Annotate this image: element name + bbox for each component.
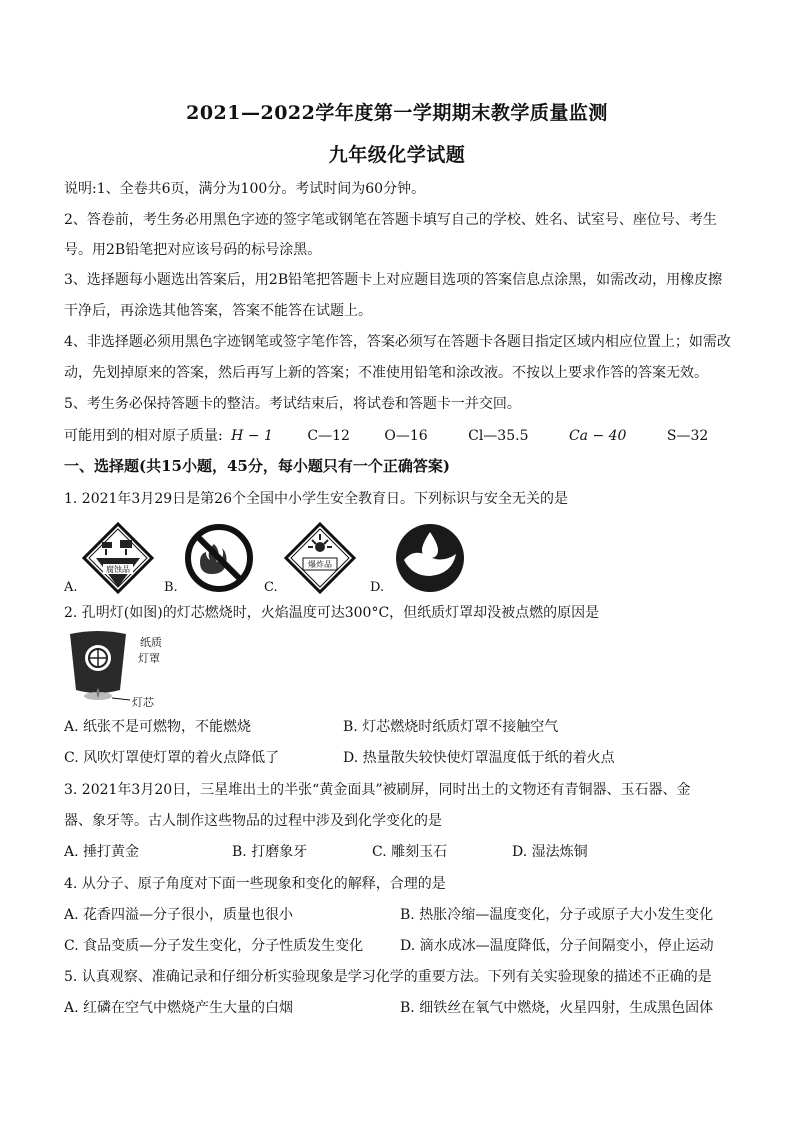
atomic-mass-item: O—16 [384,428,428,444]
water-saving-sign-icon [394,522,466,594]
q3-option: D. 湿法炼铜 [512,844,588,860]
q2-option: D. 热量散失较快使灯罩温度低于纸的着火点 [343,750,615,766]
sign-c-text: 爆炸品 [308,560,332,569]
q4-option: A. 花香四溢—分子很小，质量也很小 [64,907,294,923]
question-3-stem-cont: 器、象牙等。古人制作这些物品的过程中涉及到化学变化的是 [64,813,442,829]
q4-option: C. 食品变质—分子发生变化，分子性质发生变化 [64,938,364,954]
fig-label: 灯罩 [138,652,160,665]
question-1-stem: 1. 2021年3月29日是第26个全国中小学生安全教育日。下列标识与安全无关的是 [64,491,568,507]
q1-option-label: B. [164,580,178,595]
exam-subtitle: 九年级化学试题 [328,144,466,166]
instruction-line: 说明:1、全卷共6页，满分为100分。考试时间为60分钟。 [64,181,426,197]
q1-sign-row [64,522,514,594]
corrosive-sign-icon [82,522,154,594]
atomic-mass-item: C—12 [307,428,350,444]
instruction-line: 3、选择题每小题选出答案后，用2B铅笔把答题卡上对应题目选项的答案信息点涂黑，如需改动，用橡皮擦 [64,272,723,288]
no-fire-sign-icon [184,522,254,594]
instruction-line: 号。用2B铅笔把对应该号码的标号涂黑。 [64,242,322,258]
atomic-mass-item: S—32 [666,428,709,444]
q3-option: C. 雕刻玉石 [372,844,448,860]
instruction-line: 5、考生务必保持答题卡的整洁。考试结束后，将试卷和答题卡一并交回。 [64,396,521,412]
sky-lantern-figure [64,628,184,708]
q3-option: B. 打磨象牙 [232,844,308,860]
atomic-mass-item: Ca − 40 [568,428,627,444]
instruction-line: 干净后，再涂选其他答案，答案不能答在试题上。 [64,303,372,319]
q2-option: A. 纸张不是可燃物，不能燃烧 [64,719,252,735]
q4-option: B. 热胀冷缩—温度变化，分子或原子大小发生变化 [400,907,714,923]
explosive-sign-icon [284,522,356,594]
q4-option: D. 滴水成冰—温度降低，分子间隔变小，停止运动 [400,938,714,954]
exam-title: 2021—2022学年度第一学期期末教学质量监测 [186,102,608,124]
atomic-masses [64,427,708,445]
atomic-mass-item: H − 1 [231,428,273,444]
instruction-line: 4、非选择题必须用黑色字迹钢笔或签字笔作答，答案必须写在答题卡各题目指定区域内相应位置上；如需改 [64,334,731,350]
fig-label: 纸质 [140,636,162,649]
q5-option: B. 细铁丝在氧气中燃烧，火星四射，生成黑色固体 [400,1000,714,1016]
atomic-mass-item: Cl—35.5 [468,428,529,444]
q1-option-label: A. [64,580,78,595]
section-heading: 一、选择题(共15小题，45分，每小题只有一个正确答案) [64,457,450,475]
question-2-stem: 2. 孔明灯(如图)的灯芯燃烧时，火焰温度可达300°C，但纸质灯罩却没被点燃的原因是 [64,605,600,621]
question-3-stem: 3. 2021年3月20日，三星堆出土的半张“黄金面具”被刷屏，同时出土的文物还有青铜器、玉石器、金 [64,782,691,798]
q1-option-label: C. [264,580,278,595]
q2-option: B. 灯芯燃烧时纸质灯罩不接触空气 [343,719,559,735]
instruction-line: 2、答卷前，考生务必用黑色字迹的签字笔或钢笔在答题卡填写自己的学校、姓名、试室号、座位号、考生 [64,212,717,228]
atomic-masses-label: 可能用到的相对原子质量: [64,428,223,444]
question-4-stem: 4. 从分子、原子角度对下面一些现象和变化的解释，合理的是 [64,876,446,892]
question-5-stem: 5. 认真观察、准确记录和仔细分析实验现象是学习化学的重要方法。下列有关实验现象的描述不正确的是 [64,969,712,985]
q5-option: A. 红磷在空气中燃烧产生大量的白烟 [64,1000,294,1016]
q1-option-label: D. [370,580,385,595]
instruction-line: 动，先划掉原来的答案，然后再写上新的答案；不准使用铅笔和涂改液。不按以上要求作答的答案无效。 [64,365,708,381]
q3-option: A. 捶打黄金 [64,844,140,860]
fig-label: 灯芯 [132,696,154,709]
q2-option: C. 风吹灯罩使灯罩的着火点降低了 [64,750,280,766]
sign-a-text: 腐蚀品 [106,565,130,574]
